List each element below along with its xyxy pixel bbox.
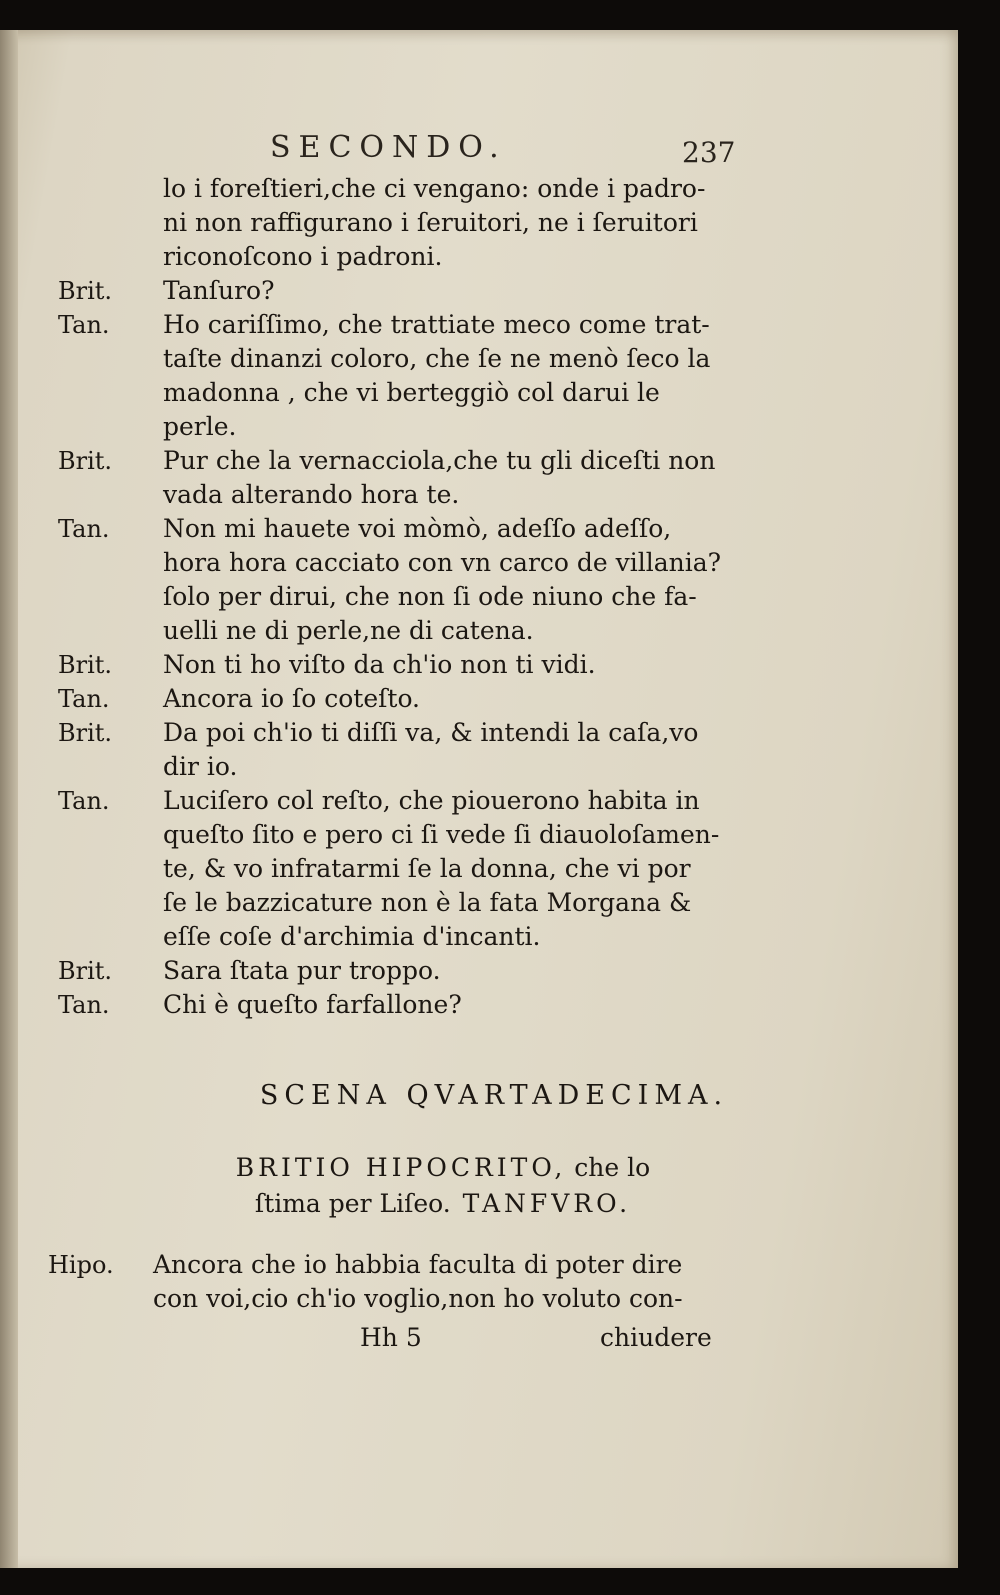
- speech-line: Non mi hauete voi mòmò, adeſſo adeſſo,: [163, 514, 672, 543]
- speaker-label: Tan.: [58, 685, 110, 713]
- speaker-label: Hipo.: [48, 1251, 114, 1279]
- speech-line: vada alterando hora te.: [163, 480, 460, 509]
- speech-lines: [163, 716, 723, 784]
- speech-lines: [163, 308, 723, 444]
- speech-line: lo i foreſtieri,che ci vengano: onde i padro-: [163, 174, 706, 203]
- speaker-label: Brit.: [58, 719, 113, 747]
- speech-line: Pur che la vernacciola,che tu gli diceſti non: [163, 446, 716, 475]
- speaker-label: Brit.: [58, 651, 113, 679]
- speech-line: dir io.: [163, 752, 238, 781]
- speech-line: Chi è queſto farfallone?: [163, 990, 462, 1019]
- speech-line: ſe le bazzicature non è la fata Morgana &: [163, 888, 692, 917]
- speech-line: te, & vo infratarmi ſe la donna, che vi por: [163, 854, 691, 883]
- speech-line: madonna , che vi berteggiò col darui le: [163, 378, 660, 407]
- speaker-label: Tan.: [58, 991, 110, 1019]
- speech-line: taſte dinanzi coloro, che ſe ne menò ſeco la: [163, 344, 711, 373]
- catchword: chiudere: [600, 1323, 712, 1352]
- scene-title: SCENA QVARTADECIMA.: [259, 1080, 729, 1111]
- person-britio: BRITIO HIPOCRITO,: [235, 1153, 567, 1182]
- speech-lines: [163, 172, 723, 274]
- person-tanfuro: TANFVRO.: [450, 1189, 632, 1218]
- speech-lines: [163, 954, 723, 988]
- running-head: SECONDO.: [270, 130, 507, 165]
- speaker-label: Tan.: [58, 787, 110, 815]
- speech-lines: [163, 784, 723, 954]
- book-page: [0, 30, 958, 1568]
- speech-lines: [163, 444, 723, 512]
- speech-line: Non ti ho viſto da ch'io non ti vidi.: [163, 650, 596, 679]
- speech-line: Luciſero col reſto, che piouerono habita in: [163, 786, 700, 815]
- speech-line: eſſe coſe d'archimia d'incanti.: [163, 922, 541, 951]
- speaker-label: Tan.: [58, 311, 110, 339]
- speech-line: uelli ne di perle,ne di catena.: [163, 616, 534, 645]
- speech-line: Tanſuro?: [163, 276, 275, 305]
- speech-line: Ancora io ſo coteſto.: [163, 684, 421, 713]
- persons-note-2: ſtima per Liſeo.: [254, 1189, 451, 1218]
- speech-line: con voi,cio ch'io voglio,non ho voluto con-: [153, 1284, 683, 1313]
- page-number: 237: [682, 136, 736, 169]
- speech-line: riconoſcono i padroni.: [163, 242, 443, 271]
- speech-lines: [153, 1248, 713, 1316]
- speaker-label: Brit.: [58, 447, 113, 475]
- speech-line: perle.: [163, 412, 237, 441]
- speech-line: queſto ſito e pero ci ſi vede ſi diauoloſamen-: [163, 820, 720, 849]
- speech-line: ni non raffigurano i ſeruitori, ne i ſeruitori: [163, 208, 698, 237]
- speech-line: Da poi ch'io ti diſſi va, & intendi la caſa,vo: [163, 718, 699, 747]
- speech-line: Ancora che io habbia faculta di poter dire: [153, 1250, 683, 1279]
- signature-mark: Hh 5: [360, 1323, 422, 1352]
- persons-note-1: che lo: [566, 1153, 651, 1182]
- speech-line: Ho cariſſimo, che trattiate meco come trat-: [163, 310, 710, 339]
- speech-lines: [163, 682, 723, 716]
- speaker-label: Tan.: [58, 515, 110, 543]
- speech-lines: [163, 988, 723, 1022]
- speaker-label: Brit.: [58, 277, 113, 305]
- speech-lines: [163, 274, 723, 308]
- speech-line: Sara ſtata pur troppo.: [163, 956, 441, 985]
- speech-lines: [163, 512, 723, 648]
- speaker-label: Brit.: [58, 957, 113, 985]
- speech-line: ſolo per dirui, che non ſi ode niuno che fa-: [163, 582, 697, 611]
- speech-line: hora hora cacciato con vn carco de villania?: [163, 548, 722, 577]
- scene-persons: [163, 1150, 723, 1222]
- speech-lines: [163, 648, 723, 682]
